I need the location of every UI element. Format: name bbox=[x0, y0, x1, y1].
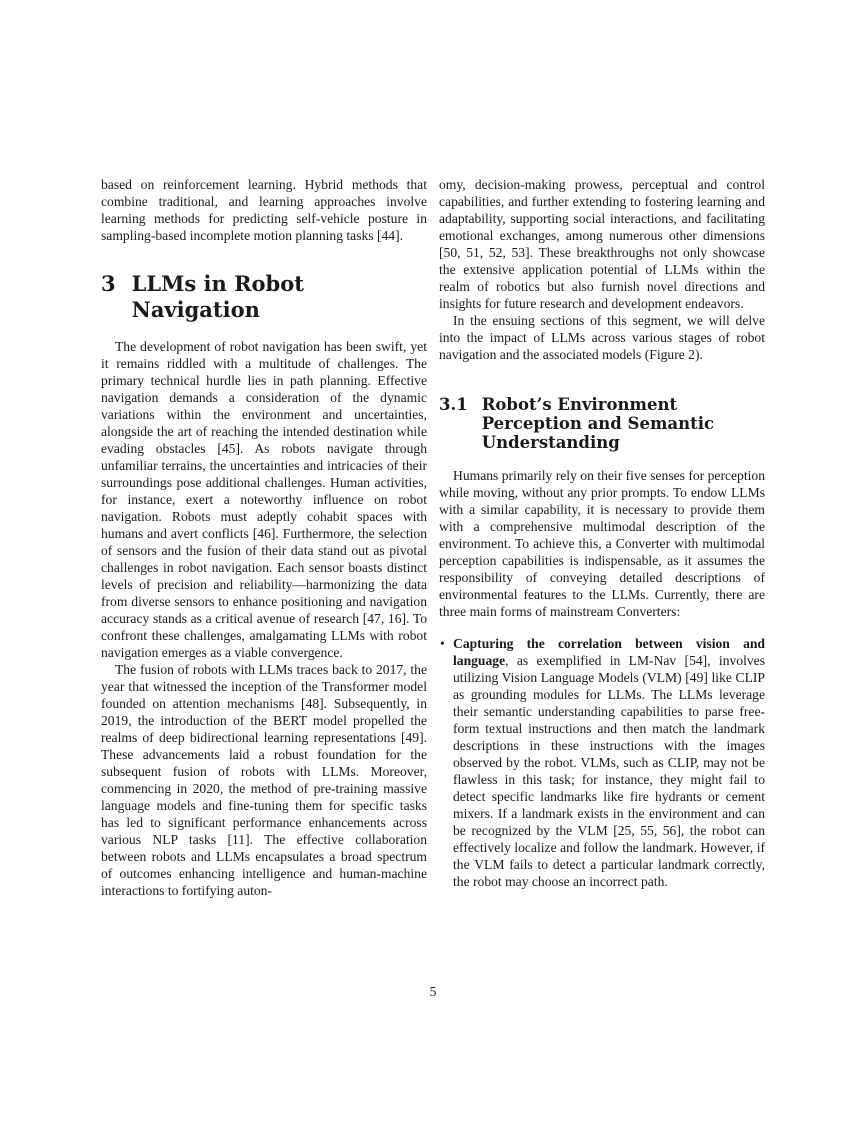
paragraph-continued-right: omy, decision-making prowess, perceptual and control capabilities, and further extending to fostering learning and adaptability, supporting social interactions, and facilitating emotional exchanges, among numerous other dimensions [50, 51, 52, 53]. These breakthroughs not only showcase the extensive application potential of LLMs within the realm of robotics but also furnish novel directions and insights for future research and development endeavors. bbox=[439, 177, 765, 311]
section-number: 3 bbox=[101, 271, 116, 296]
section-title: LLMs in Robot Navigation bbox=[131, 271, 304, 322]
paragraph-perception: Humans primarily rely on their five senses for perception while moving, without any prior prompts. To endow LLMs with a similar capability, it is necessary to provide them with a comprehensive multimodal description of the environment. To achieve this, a Converter with multimodal perception capabilities is indispensable, as it assumes the responsibility of conveying detailed descriptions of environmental features to the LLMs. Currently, there are three main forms of mainstream Converters: bbox=[439, 468, 765, 619]
left-column bbox=[101, 176, 427, 899]
subsection-number: 3.1 bbox=[439, 395, 468, 414]
bullet-bold-lead: Capturing the correlation between vision and language bbox=[453, 636, 765, 668]
paragraph-ensuing-sections: In the ensuing sections of this segment, we will delve into the impact of LLMs across various stages of robot navigation and the associated models (Figure 2). bbox=[439, 313, 765, 362]
paragraph-challenges: The development of robot navigation has been swift, yet it remains riddled with a multitude of challenges. The primary technical hurdle lies in path planning. Effective navigation demands a consideration of the dynamic variations within the environment and uncertainties, alongside the art of reaching the intended destination while evading obstacles [45]. As robots navigate through unfamiliar terrains, the uncertainties and intricacies of their surroundings pose additional challenges. Human activities, for instance, exert a noteworthy influence on robot navigation. Robots must adeptly cohabit spaces with humans and avert conflicts [46]. Furthermore, the selection of sensors and the fusion of their data stand out as pivotal challenges in robot navigation. Each sensor boasts distinct levels of precision and reliability—harmonizing the data from diverse sensors to enhance positioning and navigation accuracy stands as a critical avenue of research [47, 16]. To confront these challenges, amalgamating LLMs with robot navigation emerges as a viable convergence. bbox=[101, 339, 427, 660]
bullet-text: , as exemplified in LM-Nav [54], involves utilizing Vision Language Models (VLM) [49] like CLIP as grounding modules for LLMs. The LLMs leverage their semantic understanding capabilities to parse free-form textual instructions and then match the landmark descriptions in these instructions with the images observed by the robot. VLMs, such as CLIP, may not be flawless in this task; for instance, they might fail to detect specific landmarks like fire hydrants or cement mixers. If a landmark exists in the environment and can be recognized by the VLM [25, 55, 56], the robot can effectively localize and follow the landmark. However, if the VLM fails to detect a particular landmark correctly, the robot may choose an incorrect path. bbox=[453, 653, 765, 889]
converter-list bbox=[439, 635, 765, 890]
subsection-title: Robot’s Environment Perception and Semantic Understanding bbox=[481, 395, 715, 452]
page-number: 5 bbox=[429, 984, 437, 999]
section-heading bbox=[101, 271, 427, 323]
paragraph-fusion-history: The fusion of robots with LLMs traces back to 2017, the year that witnessed the inception of the Transformer model founded on attention mechanisms [48]. Subsequently, in 2019, the introduction of the BERT model propelled the realms of deep bidirectional learning representations [49]. These advancements laid a robust foundation for the subsequent fusion of robots with LLMs. Moreover, commencing in 2020, the method of pre-training massive language models and fine-tuning them for specific tasks has led to significant performance enhancements across various NLP tasks [11]. The effective collaboration between robots and LLMs encapsulates a broad spectrum of outcomes enhancing intelligence and human-machine interactions to fortifying auton- bbox=[101, 662, 427, 898]
paragraph-continued: based on reinforcement learning. Hybrid methods that combine traditional, and learning approaches involve learning methods for predicting self-vehicle posture in sampling-based incomplete motion planning tasks [44]. bbox=[101, 177, 427, 243]
right-column bbox=[439, 176, 765, 890]
bullet-icon: • bbox=[440, 636, 445, 651]
subsection-heading bbox=[439, 395, 765, 452]
list-item bbox=[440, 635, 765, 890]
